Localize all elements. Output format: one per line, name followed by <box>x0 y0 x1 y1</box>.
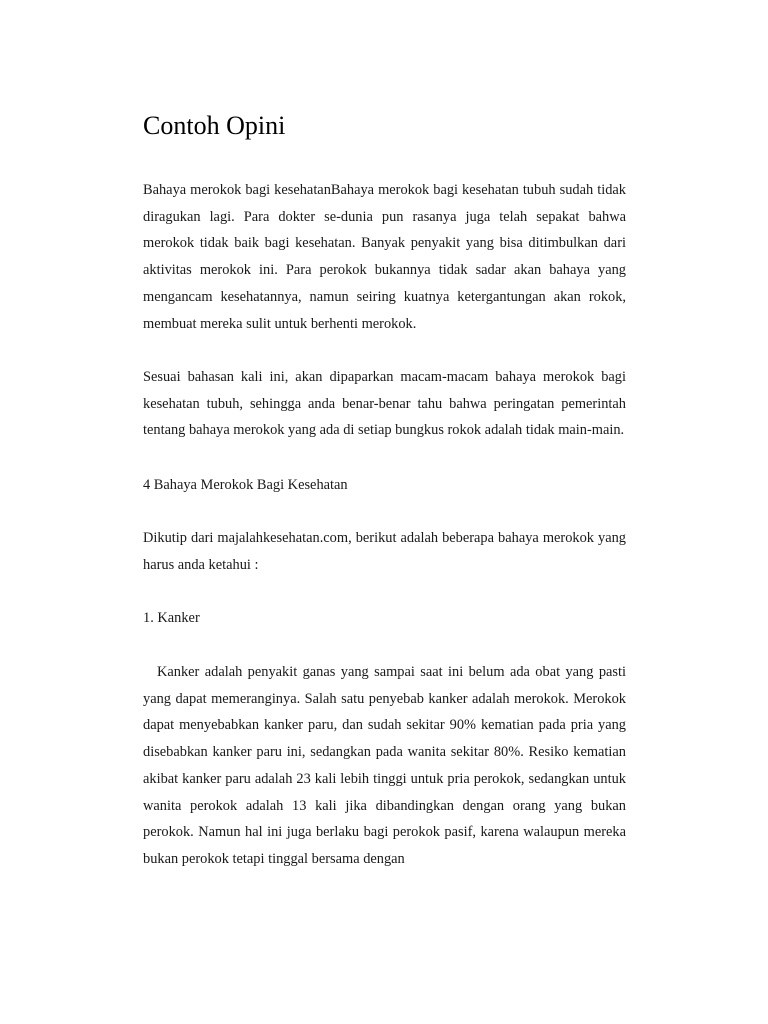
paragraph-kanker: Kanker adalah penyakit ganas yang sampai saat ini belum ada obat yang pasti yang dapat memeranginya. Salah satu penyebab kanker adalah merokok. Merokok dapat menyebabkan kanker paru, dan sudah sekitar 90% kematian pada pria yang disebabkan kanker paru ini, sedangkan pada wanita sekitar 80%. Resiko kematian akibat kanker paru adalah 23 kali lebih tinggi untuk pria perokok, sedangkan untuk wanita perokok adalah 13 kali jika dibandingkan dengan orang yang bukan perokok. Namun hal ini juga berlaku bagi perokok pasif, karena walaupun mereka bukan perokok tetapi tinggal bersama dengan <box>143 664 626 867</box>
section-heading-bahaya: 4 Bahaya Merokok Bagi Kesehatan <box>143 477 348 493</box>
paragraph-source: Dikutip dari majalahkesehatan.com, berikut adalah beberapa bahaya merokok yang harus anda ketahui : <box>143 530 626 573</box>
paragraph-intro: Bahaya merokok bagi kesehatanBahaya merokok bagi kesehatan tubuh sudah tidak diragukan lagi. Para dokter se-dunia pun rasanya juga telah sepakat bahwa merokok tidak baik bagi kesehatan. Banyak penyakit yang bisa ditimbulkan dari aktivitas merokok ini. Para perokok bukannya tidak sadar akan bahaya yang mengancam kesehatannya, namun seiring kuatnya ketergantungan akan rokok, membuat mereka sulit untuk berhenti merokok. <box>143 182 626 332</box>
paragraph-overview: Sesuai bahasan kali ini, akan dipaparkan macam-macam bahaya merokok bagi kesehatan tubuh, sehingga anda benar-benar tahu bahwa peringatan pemerintah tentang bahaya merokok yang ada di setiap bungkus rokok adalah tidak main-main. <box>143 369 626 439</box>
document-title: Contoh Opini <box>143 111 286 140</box>
list-heading-kanker: 1. Kanker <box>143 610 200 626</box>
